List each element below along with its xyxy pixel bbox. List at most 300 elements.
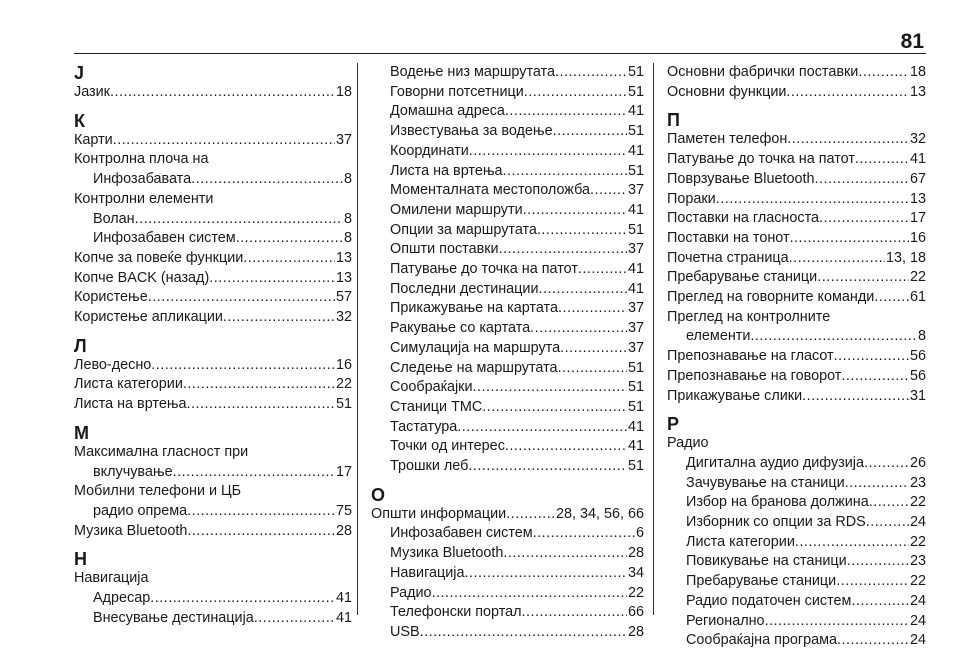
index-column-1 — [74, 63, 357, 626]
dot-leader — [789, 249, 885, 269]
index-entry-term: Општи поставки — [390, 241, 499, 258]
dot-leader — [243, 249, 335, 269]
index-entry — [667, 387, 926, 407]
dot-leader — [555, 63, 627, 83]
dot-leader — [135, 210, 343, 230]
index-entry-term: Повикување на станици — [686, 553, 847, 570]
index-section-letter: Л — [74, 335, 87, 356]
dot-leader — [814, 170, 909, 190]
dot-leader — [539, 280, 627, 300]
index-entry-page: 51 — [627, 83, 644, 100]
index-entry-term: Музика Bluetooth — [390, 545, 504, 562]
index-entry-page: 37 — [335, 131, 352, 148]
dot-leader — [506, 505, 555, 525]
dot-leader — [787, 130, 909, 150]
index-entry-page: 51 — [627, 64, 644, 80]
index-entry-term: Избор на бранова должина — [686, 494, 869, 511]
index-entry-term: Преглед на контролните — [667, 308, 831, 325]
dot-leader — [716, 190, 909, 210]
index-entry-term: Инфозабавен систем — [93, 230, 236, 247]
index-entry-term: Музика Bluetooth — [74, 522, 188, 539]
index-entry-page: 37 — [627, 320, 644, 337]
dot-leader — [183, 375, 335, 395]
index-entry-term: радио опрема — [93, 502, 188, 519]
index-subentry — [667, 474, 926, 494]
dot-leader — [151, 356, 335, 376]
index-entry-term: Карти — [74, 131, 113, 148]
index-subentry — [371, 221, 644, 241]
index-entry-page: 41 — [335, 590, 352, 607]
dot-leader — [113, 131, 335, 151]
dot-leader — [533, 524, 635, 544]
index-entry-page: 41 — [627, 438, 644, 455]
dot-leader — [802, 387, 909, 407]
index-entry-term: Контролна плоча на — [74, 151, 209, 168]
dot-leader — [482, 398, 627, 418]
dot-leader — [841, 367, 909, 387]
index-entry-page: 13 — [909, 190, 926, 207]
index-entry-term: Листа категории — [686, 533, 795, 550]
index-entry — [667, 268, 926, 288]
index-subentry — [667, 592, 926, 612]
dot-leader — [150, 589, 335, 609]
index-entry-term: Преглед на говорните команди — [667, 289, 875, 306]
index-section-letter: J — [74, 63, 85, 83]
index-entry-page: 51 — [627, 379, 644, 396]
index-entry-term: Контролни елементи — [74, 190, 214, 207]
index-entry-term: Поставки на тонот — [667, 229, 790, 246]
index-entry-term: Адресар — [93, 590, 151, 607]
index-entry-page: 28 — [627, 545, 644, 562]
index-heading-entry — [74, 190, 352, 210]
index-entry-term: Станици TMC — [390, 398, 483, 415]
dot-leader — [209, 269, 335, 289]
index-subentry — [74, 502, 352, 522]
index-entry-page: 17 — [335, 463, 352, 480]
index-column-2 — [357, 63, 653, 640]
dot-leader — [465, 564, 627, 584]
dot-leader — [866, 513, 909, 533]
dot-leader — [795, 533, 909, 553]
index-entry-term: елементи — [686, 328, 751, 345]
dot-leader — [191, 170, 343, 190]
index-entry-page: 34 — [627, 564, 644, 581]
index-entry-term: Мобилни телефони и ЦБ — [74, 483, 242, 500]
index-entry-page: 13 — [909, 83, 926, 100]
index-subentry — [74, 229, 352, 249]
index-entry-page: 24 — [909, 592, 926, 609]
index-entry — [371, 505, 644, 525]
index-entry — [667, 229, 926, 249]
dot-leader — [874, 288, 909, 308]
index-entry-term: Општи информации — [371, 505, 507, 522]
dot-leader — [553, 122, 627, 142]
index-entry-term: Навигација — [390, 564, 465, 581]
index-entry-page: 51 — [627, 123, 644, 140]
dot-leader — [173, 463, 335, 483]
index-entry-term: Навигација — [74, 570, 149, 587]
index-heading-entry — [667, 308, 926, 328]
index-entry-term: Пребарување станици — [667, 269, 818, 286]
index-entry-page: 61 — [909, 289, 926, 306]
index-entry-page: 41 — [627, 261, 644, 278]
index-subentry — [371, 240, 644, 260]
index-entry — [74, 269, 352, 289]
index-entry-term: Зачувување на станици — [686, 474, 845, 491]
index-subentry — [371, 524, 644, 544]
index-entry-page: 22 — [909, 573, 926, 590]
index-entry-term: Моменталната местоположба — [390, 182, 590, 199]
index-entry-term: Копче за повеќе функции — [74, 249, 244, 266]
index-entry-page: 22 — [335, 376, 352, 393]
index-entry-term: Симулација на маршрута — [390, 339, 561, 356]
index-entry-term: Препознавање на говорот — [667, 367, 842, 384]
index-heading-entry — [74, 569, 352, 589]
index-entry — [667, 347, 926, 367]
index-entry-term: Листа на вртења — [74, 396, 187, 413]
index-entry-page: 16 — [909, 229, 926, 246]
index-entry — [667, 130, 926, 150]
index-section-letter: П — [667, 110, 680, 131]
index-column-3 — [653, 63, 926, 649]
index-entry-term: Радио — [667, 435, 709, 452]
index-subentry — [371, 564, 644, 584]
index-section-letter: О — [371, 484, 386, 505]
index-subentry — [74, 170, 352, 190]
index-subentry — [371, 181, 644, 201]
index-entry — [667, 150, 926, 170]
index-entry-term: Тастатура — [390, 418, 458, 435]
index-subentry — [371, 544, 644, 564]
dot-leader — [420, 623, 627, 643]
dot-leader — [505, 102, 627, 122]
index-entry-term: Ракување со картата — [390, 320, 531, 337]
page-number: 81 — [900, 30, 924, 53]
index-entry-page: 37 — [627, 300, 644, 317]
index-entry-page: 16 — [335, 356, 352, 373]
index-entry-term: Инфозабавен систем — [390, 525, 533, 542]
index-subentry — [74, 210, 352, 230]
index-entry-page: 51 — [627, 221, 644, 238]
index-entry-page: 41 — [627, 201, 644, 218]
index-entry-page: 51 — [335, 396, 352, 413]
index-entry-term: Водење низ маршрутата — [390, 64, 555, 80]
index-section-letter: М — [74, 422, 89, 443]
header-rule — [74, 53, 926, 54]
index-subentry — [371, 83, 644, 103]
index-subentry — [667, 631, 926, 651]
index-entry — [74, 131, 352, 151]
index-entry-page: 41 — [627, 418, 644, 435]
dot-leader — [505, 437, 627, 457]
dot-leader — [847, 552, 909, 572]
index-entry-term: Почетна страница — [667, 249, 789, 266]
dot-leader — [187, 522, 335, 542]
index-entry-page: 41 — [627, 142, 644, 159]
index-entry — [667, 63, 926, 83]
index-entry-term: Говорни потсетници — [390, 83, 524, 100]
index-entry-term: Следење на маршрутата — [390, 359, 558, 376]
dot-leader — [819, 209, 909, 229]
index-subentry — [371, 162, 644, 182]
index-entry-term: USB — [390, 623, 420, 640]
index-entry-term: Пораки — [667, 190, 716, 207]
index-subentry — [371, 280, 644, 300]
dot-leader — [855, 150, 909, 170]
index-subentry — [371, 359, 644, 379]
index-subentry — [371, 378, 644, 398]
index-entry-page: 22 — [909, 494, 926, 511]
index-entry-term: Телефонски портал — [390, 604, 522, 621]
index-entry-page: 28 — [627, 623, 644, 640]
dot-leader — [537, 221, 627, 241]
index-subentry — [74, 609, 352, 629]
dot-leader — [524, 83, 627, 103]
index-entry — [667, 249, 926, 269]
index-entry-page: 51 — [627, 398, 644, 415]
index-entry-page: 37 — [627, 339, 644, 356]
dot-leader — [845, 474, 909, 494]
index-entry-page: 51 — [627, 162, 644, 179]
dot-leader — [786, 83, 909, 103]
dot-leader — [469, 142, 627, 162]
index-entry-page: 41 — [627, 103, 644, 120]
index-entry — [667, 209, 926, 229]
index-entry-term: Радио податочен систем — [686, 592, 852, 609]
index-entry-page: 6 — [635, 525, 644, 542]
dot-leader — [837, 631, 909, 651]
index-entry-term: Омилени маршрути — [390, 201, 523, 218]
index-entry-page: 22 — [909, 269, 926, 286]
dot-leader — [530, 319, 627, 339]
index-entry-term: Поставки на гласноста — [667, 210, 820, 227]
index-entry — [74, 249, 352, 269]
dot-leader — [110, 83, 335, 103]
index-entry-term: Копче BACK (назад) — [74, 269, 210, 286]
index-entry-term: Дигитална аудио дифузија — [686, 454, 864, 471]
index-heading-entry — [667, 434, 926, 454]
dot-leader — [864, 454, 909, 474]
dot-leader — [503, 162, 627, 182]
index-subentry — [667, 327, 926, 347]
dot-leader — [560, 339, 627, 359]
index-entry-term: Користење — [74, 289, 148, 306]
index-subentry — [371, 603, 644, 623]
index-entry-page: 41 — [335, 609, 352, 626]
index-entry-term: Прикажување на картата — [390, 300, 558, 317]
index-entry — [74, 395, 352, 415]
index-entry-term: Максимална гласност при — [74, 443, 249, 460]
dot-leader — [558, 299, 627, 319]
index-entry-page: 32 — [909, 131, 926, 148]
index-entry-term: Користење апликации — [74, 309, 223, 326]
index-entry-page: 18 — [335, 84, 352, 100]
index-subentry — [667, 454, 926, 474]
index-subentry — [371, 142, 644, 162]
index-subentry — [371, 201, 644, 221]
index-subentry — [371, 339, 644, 359]
index-entry-page: 28, 34, 56, 66 — [555, 505, 644, 522]
index-entry-page: 24 — [909, 514, 926, 531]
index-entry-term: Паметен телефон — [667, 131, 788, 148]
index-entry-page: 31 — [909, 387, 926, 404]
index-subentry — [667, 513, 926, 533]
dot-leader — [765, 612, 909, 632]
index-entry-term: Јазик — [74, 84, 110, 100]
index-entry — [667, 190, 926, 210]
index-entry — [74, 356, 352, 376]
index-entry-page: 51 — [627, 458, 644, 475]
index-entry-term: Сообраќајна програма — [686, 632, 838, 649]
dot-leader — [499, 240, 627, 260]
index-subentry — [667, 572, 926, 592]
dot-leader — [187, 502, 335, 522]
dot-leader — [817, 268, 909, 288]
index-entry-page: 66 — [627, 604, 644, 621]
index-entry-term: Опции за маршрутата — [390, 221, 537, 238]
index-subentry — [371, 122, 644, 142]
index-subentry — [667, 612, 926, 632]
index-entry-term: Инфозабавата — [93, 171, 192, 188]
index-entry — [667, 83, 926, 103]
index-entry-term: Точки од интерес — [390, 438, 505, 455]
index-entry-page: 18 — [909, 64, 926, 80]
index-subentry — [371, 437, 644, 457]
index-subentry — [371, 102, 644, 122]
index-entry-term: Поврзување Bluetooth — [667, 170, 815, 187]
index-entry-term: Листа категории — [74, 376, 183, 393]
index-entry-term: Известувања за водење — [390, 123, 553, 140]
dot-leader — [750, 327, 917, 347]
dot-leader — [522, 603, 627, 623]
index-entry-page: 32 — [335, 309, 352, 326]
index-entry-term: Прикажување слики — [667, 387, 803, 404]
dot-leader — [472, 378, 627, 398]
index-entry-page: 13, 18 — [885, 249, 926, 266]
dot-leader — [790, 229, 909, 249]
dot-leader — [558, 359, 627, 379]
index-entry-page: 17 — [909, 210, 926, 227]
index-entry-term: Основни функции — [667, 83, 787, 100]
index-subentry — [667, 552, 926, 572]
index-entry-term: Основни фабрички поставки — [667, 64, 859, 80]
index-entry — [74, 522, 352, 542]
index-entry-page: 24 — [909, 632, 926, 649]
index-entry-page: 56 — [909, 348, 926, 365]
index-entry-term: Трошки леб — [390, 458, 469, 475]
index-entry-term: Сообраќајки — [390, 379, 473, 396]
index-entry-term: вклучување — [93, 463, 173, 480]
index-subentry — [667, 493, 926, 513]
index-entry-page: 24 — [909, 612, 926, 629]
index-entry — [667, 367, 926, 387]
dot-leader — [187, 395, 335, 415]
index-subentry — [74, 463, 352, 483]
dot-leader — [503, 544, 627, 564]
dot-leader — [834, 347, 909, 367]
dot-leader — [851, 592, 909, 612]
index-entry-page: 56 — [909, 367, 926, 384]
dot-leader — [858, 63, 909, 83]
dot-leader — [523, 201, 627, 221]
index-entry-page: 51 — [627, 359, 644, 376]
index-section-letter: Н — [74, 549, 87, 570]
index-subentry — [371, 398, 644, 418]
index-entry — [74, 375, 352, 395]
index-entry-page: 13 — [335, 269, 352, 286]
index-entry-term: Препознавање на гласот — [667, 348, 834, 365]
index-entry-term: Волан — [93, 210, 135, 227]
index-entry-page: 8 — [343, 171, 352, 188]
dot-leader — [432, 584, 627, 604]
index-entry-page: 23 — [909, 553, 926, 570]
index-entry-page: 37 — [627, 241, 644, 258]
index-entry-term: Последни дестинации — [390, 280, 539, 297]
index-entry-page: 28 — [335, 522, 352, 539]
index-subentry — [371, 260, 644, 280]
index-entry — [74, 288, 352, 308]
index-entry-page: 67 — [909, 170, 926, 187]
index-entry-page: 41 — [909, 151, 926, 168]
index-entry-term: Домашна адреса — [390, 103, 505, 120]
index-entry-page: 22 — [909, 533, 926, 550]
index-subentry — [371, 623, 644, 643]
index-entry-page: 13 — [335, 249, 352, 266]
index-subentry — [371, 418, 644, 438]
index-subentry — [667, 533, 926, 553]
index-entry — [667, 288, 926, 308]
index-subentry — [371, 319, 644, 339]
index-subentry — [371, 457, 644, 477]
index-columns — [74, 63, 926, 649]
index-entry-term: Радио — [390, 584, 432, 601]
dot-leader — [236, 229, 343, 249]
index-entry-page: 23 — [909, 474, 926, 491]
dot-leader — [869, 493, 909, 513]
index-entry-term: Внесување дестинација — [93, 609, 254, 626]
index-entry-term: Патување до точка на патот — [667, 151, 855, 168]
dot-leader — [590, 181, 627, 201]
index-subentry — [371, 63, 644, 83]
index-entry-page: 57 — [335, 289, 352, 306]
index-entry-term: Регионално — [686, 612, 765, 629]
index-entry-term: Листа на вртења — [390, 162, 503, 179]
index-entry-page: 8 — [343, 210, 352, 227]
index-heading-entry — [74, 443, 352, 463]
index-entry-term: Координати — [390, 142, 469, 159]
index-entry-page: 26 — [909, 454, 926, 471]
index-heading-entry — [74, 150, 352, 170]
index-section-letter: Р — [667, 414, 680, 435]
dot-leader — [254, 609, 335, 629]
index-entry-term: Пребарување станици — [686, 573, 837, 590]
index-entry-page: 41 — [627, 280, 644, 297]
index-entry — [74, 308, 352, 328]
index-section-letter: К — [74, 110, 85, 131]
index-entry — [667, 170, 926, 190]
index-entry — [74, 83, 352, 103]
index-entry-term: Патување до точка на патот — [390, 261, 578, 278]
dot-leader — [148, 288, 335, 308]
index-subentry — [371, 299, 644, 319]
dot-leader — [578, 260, 627, 280]
index-entry-page: 8 — [917, 328, 926, 345]
index-subentry — [371, 584, 644, 604]
index-entry-term: Лево-десно — [74, 356, 152, 373]
index-heading-entry — [74, 482, 352, 502]
index-entry-page: 75 — [335, 502, 352, 519]
dot-leader — [468, 457, 627, 477]
